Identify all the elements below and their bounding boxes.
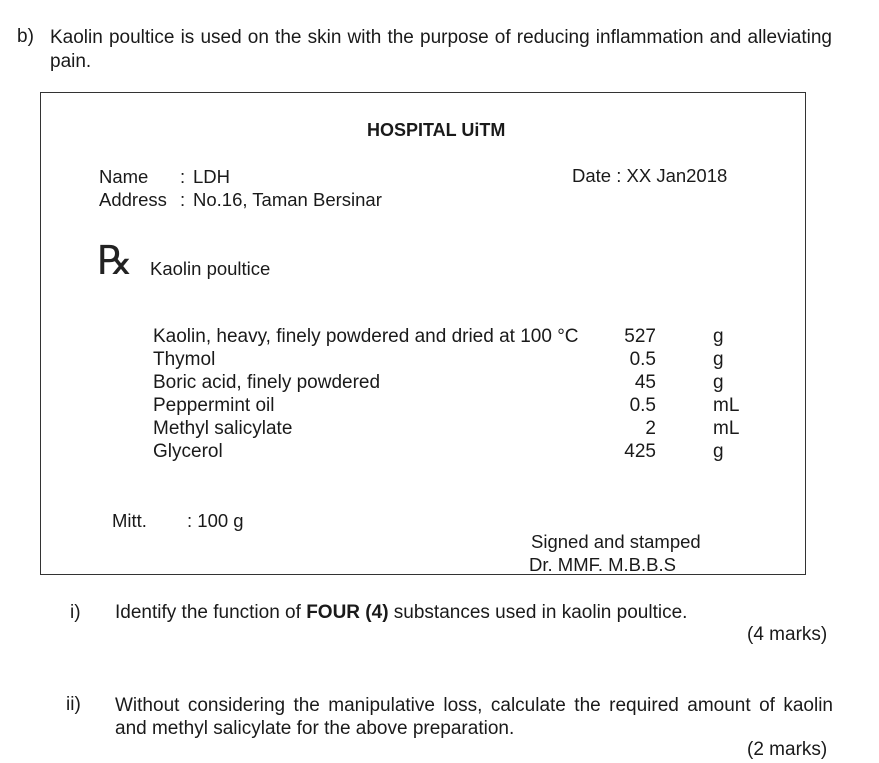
prescription-date: Date : XX Jan2018 bbox=[572, 165, 728, 186]
ingredient-row bbox=[153, 395, 753, 418]
ingredient-unit: g bbox=[713, 326, 724, 347]
question-i-text-end: substances used in kaolin poultice. bbox=[388, 602, 688, 623]
ingredient-quantity: 2 bbox=[645, 418, 656, 439]
question-b-text: Kaolin poultice is used on the skin with the purpose of reducing inflammation and alleviating pain. bbox=[50, 27, 832, 72]
ingredient-unit: mL bbox=[713, 418, 740, 439]
ingredient-row bbox=[153, 418, 753, 441]
question-ii-number: ii) bbox=[66, 694, 81, 715]
ingredient-name: Glycerol bbox=[153, 441, 223, 462]
ingredient-quantity: 527 bbox=[624, 326, 656, 347]
question-i-text bbox=[115, 602, 687, 624]
ingredient-quantity: 425 bbox=[624, 441, 656, 462]
hospital-title: HOSPITAL UiTM bbox=[367, 120, 506, 140]
doctor-name: Dr. MMF. M.B.B.S bbox=[529, 554, 676, 575]
ingredient-quantity: 0.5 bbox=[629, 395, 656, 416]
address-label: Address bbox=[99, 189, 167, 210]
ingredient-name: Kaolin, heavy, finely powdered and dried at 100 °C bbox=[153, 326, 579, 347]
patient-name: LDH bbox=[193, 166, 231, 187]
question-i-emphasis: FOUR (4) bbox=[306, 602, 389, 623]
rx-icon: ℞ bbox=[97, 238, 133, 284]
question-ii-text: Without considering the manipulative loss, calculate the required amount of kaolin and methyl salicylate for the above preparation. bbox=[115, 695, 833, 739]
question-i-marks: (4 marks) bbox=[747, 624, 828, 645]
ingredient-name: Methyl salicylate bbox=[153, 418, 293, 439]
ingredient-row bbox=[153, 326, 753, 349]
ingredient-row bbox=[153, 349, 753, 372]
mitt-label: Mitt. bbox=[112, 510, 147, 531]
ingredient-name: Peppermint oil bbox=[153, 395, 275, 416]
ingredient-quantity: 0.5 bbox=[629, 349, 656, 370]
patient-address: No.16, Taman Bersinar bbox=[193, 189, 382, 210]
name-colon: : bbox=[180, 166, 186, 187]
ingredient-unit: g bbox=[713, 372, 724, 393]
question-ii-marks: (2 marks) bbox=[747, 739, 828, 760]
ingredient-row bbox=[153, 441, 753, 464]
ingredient-name: Thymol bbox=[153, 349, 216, 370]
name-label: Name bbox=[99, 166, 149, 187]
ingredient-unit: g bbox=[713, 349, 724, 370]
question-b-label: b) bbox=[17, 26, 34, 47]
ingredient-quantity: 45 bbox=[634, 372, 656, 393]
ingredient-unit: mL bbox=[713, 395, 740, 416]
mitt-value: : 100 g bbox=[187, 510, 244, 531]
question-i-text-start: Identify the function of bbox=[115, 602, 307, 623]
ingredient-unit: g bbox=[713, 441, 724, 462]
signed-note: Signed and stamped bbox=[531, 531, 701, 552]
address-colon: : bbox=[180, 189, 186, 210]
question-i-number: i) bbox=[70, 602, 81, 623]
ingredient-name: Boric acid, finely powdered bbox=[153, 372, 381, 393]
ingredient-row bbox=[153, 372, 753, 395]
preparation-title: Kaolin poultice bbox=[150, 258, 271, 279]
